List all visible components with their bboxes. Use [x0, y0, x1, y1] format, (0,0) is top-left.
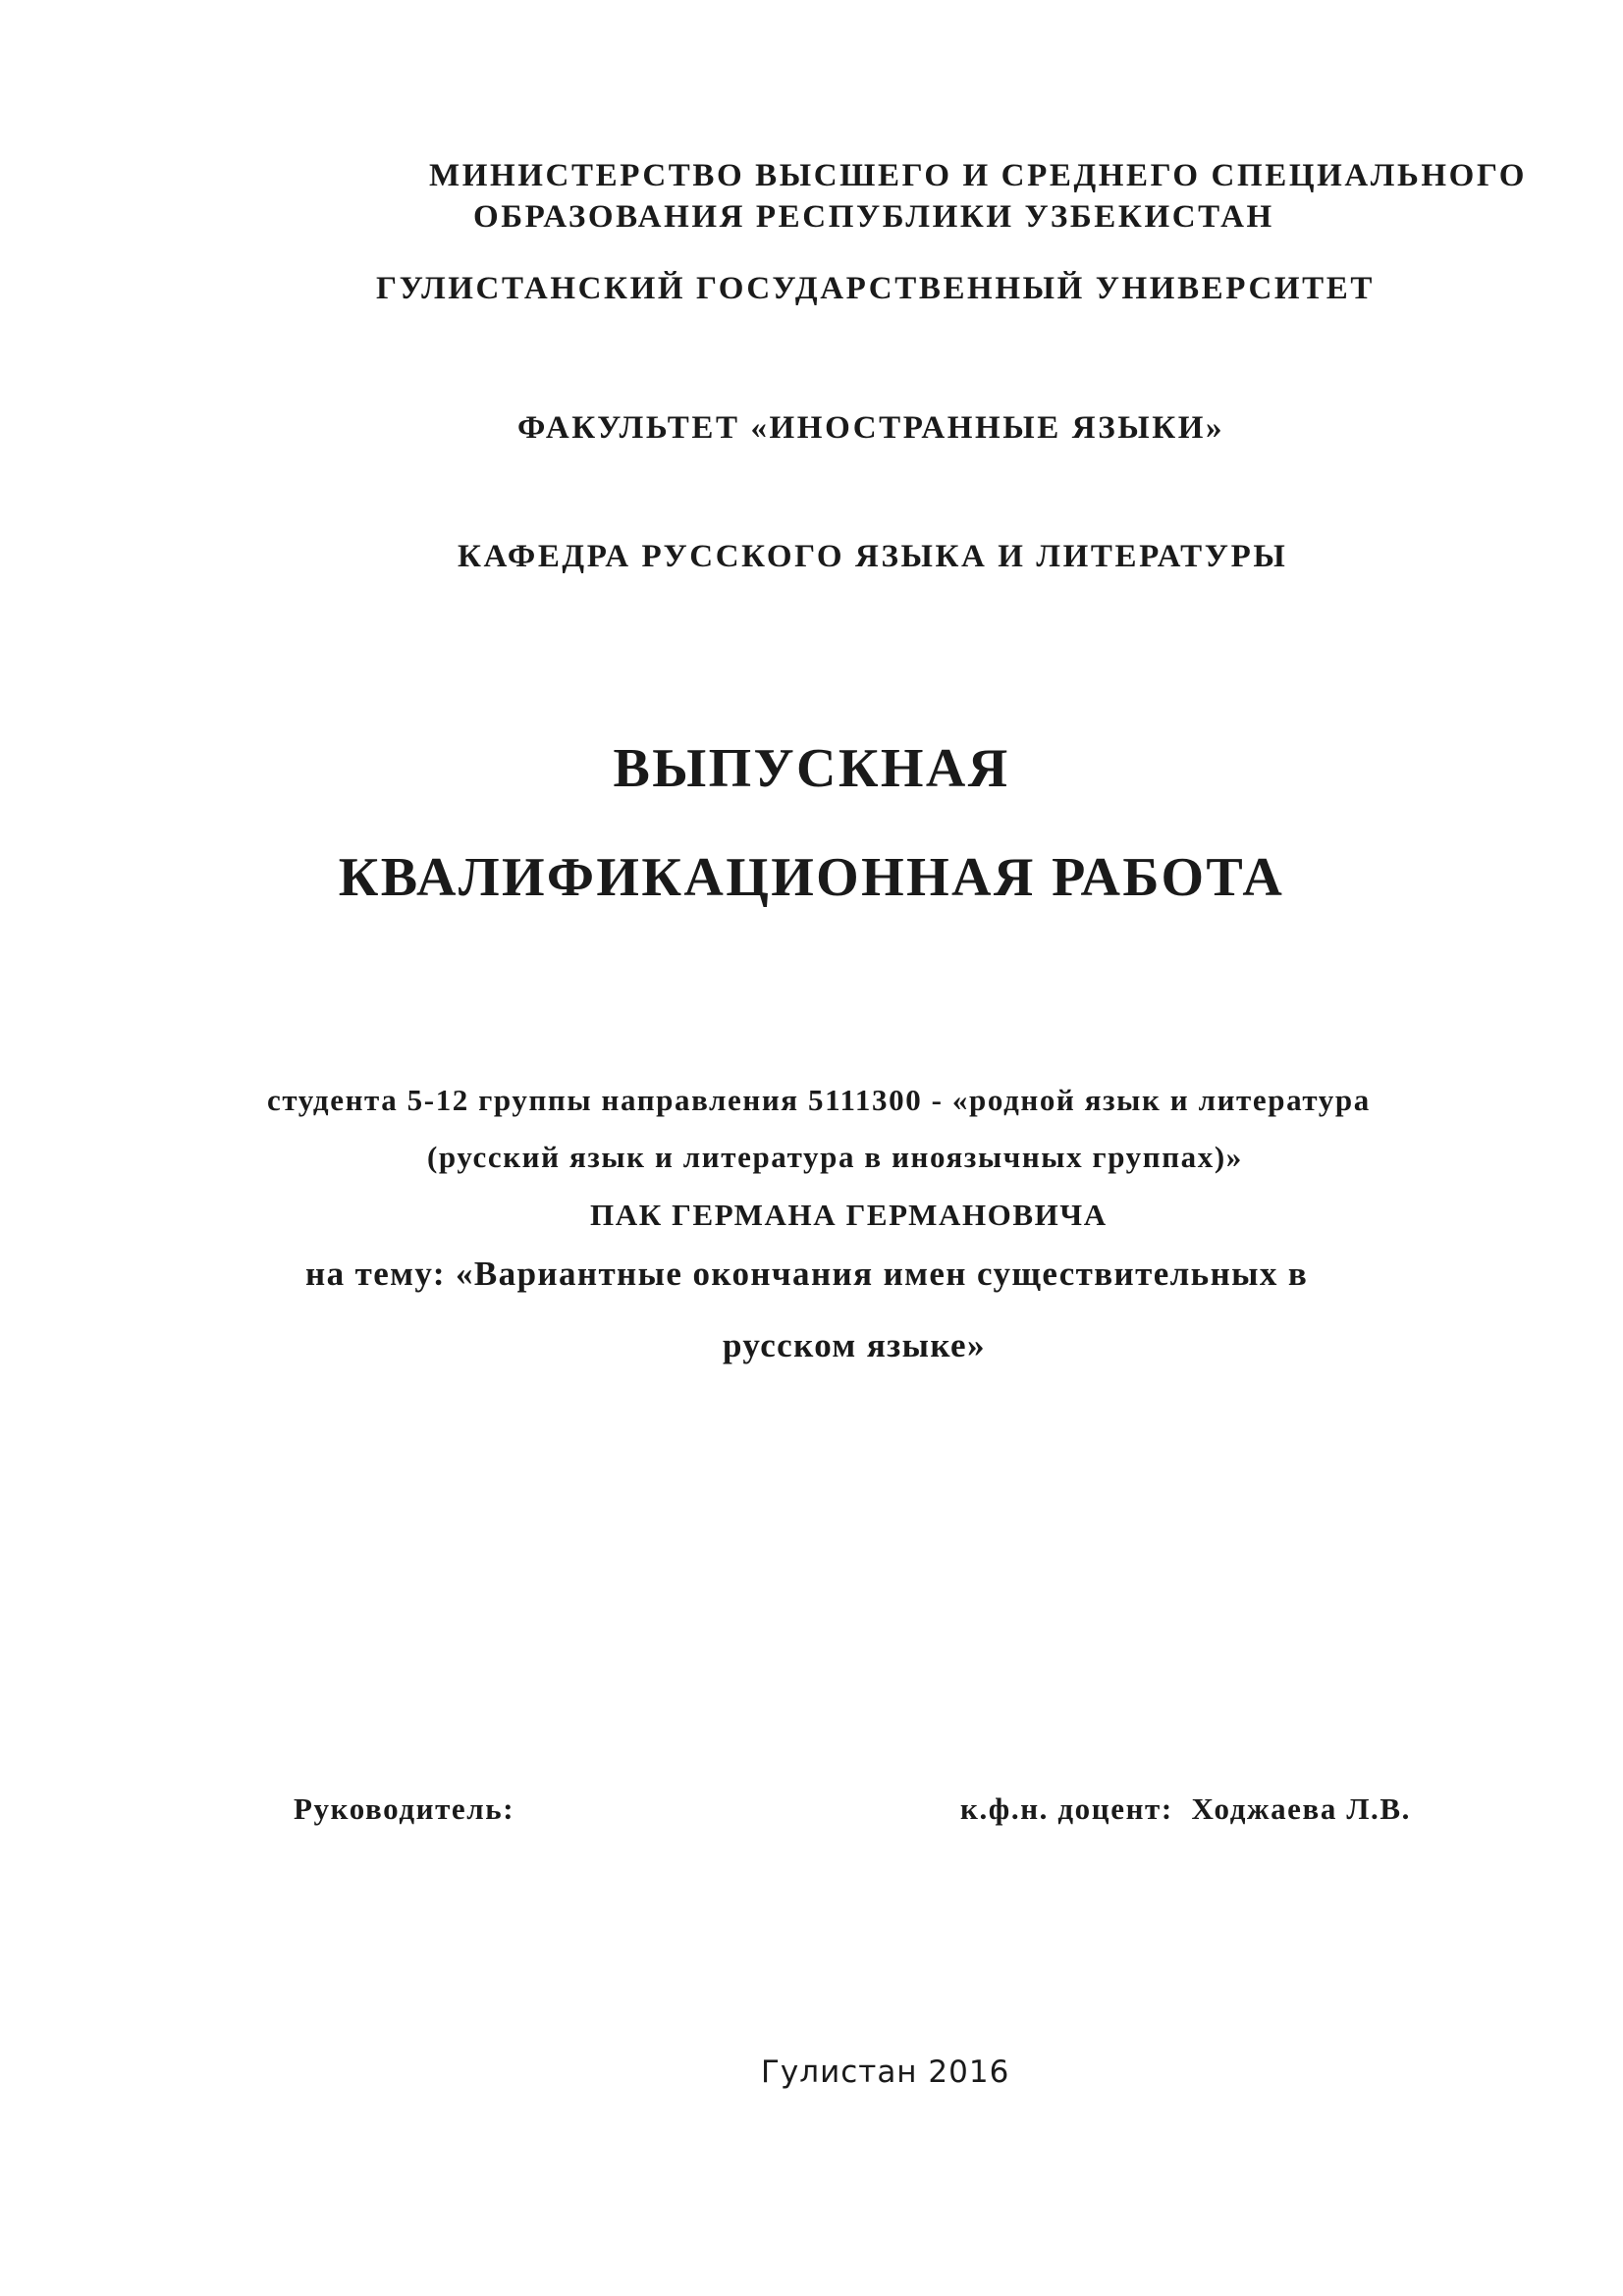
ministry-line-1: МИНИСТЕРСТВО ВЫСШЕГО И СРЕДНЕГО СПЕЦИАЛЬНОГО [429, 158, 1527, 193]
faculty-name: ФАКУЛЬТЕТ «ИНОСТРАННЫЕ ЯЗЫКИ» [517, 410, 1225, 446]
ministry-line-2: ОБРАЗОВАНИЯ РЕСПУБЛИКИ УЗБЕКИСТАН [473, 199, 1274, 235]
student-line-2: (русский язык и литература в иноязычных группах)» [427, 1140, 1243, 1174]
topic-line-2: русском языке» [723, 1326, 986, 1364]
student-name: ПАК ГЕРМАНА ГЕРМАНОВИЧА [590, 1198, 1108, 1232]
department-name: КАФЕДРА РУССКОГО ЯЗЫКА И ЛИТЕРАТУРЫ [458, 539, 1288, 574]
thesis-title-line-2: КВАЛИФИКАЦИОННАЯ РАБОТА [338, 847, 1285, 908]
topic-line-1: на тему: «Вариантные окончания имен существительных в [305, 1255, 1309, 1293]
student-line-1: студента 5-12 группы направления 5111300 - «родной язык и литература [267, 1083, 1371, 1117]
university-name: ГУЛИСТАНСКИЙ ГОСУДАРСТВЕННЫЙ УНИВЕРСИТЕТ [376, 271, 1375, 306]
thesis-title-line-1: ВЫПУСКНАЯ [613, 738, 1010, 799]
city-year: Гулистан 2016 [761, 2055, 1010, 2090]
supervisor-label: Руководитель: [294, 1791, 515, 1826]
supervisor-name: к.ф.н. доцент: Ходжаева Л.В. [960, 1791, 1412, 1826]
